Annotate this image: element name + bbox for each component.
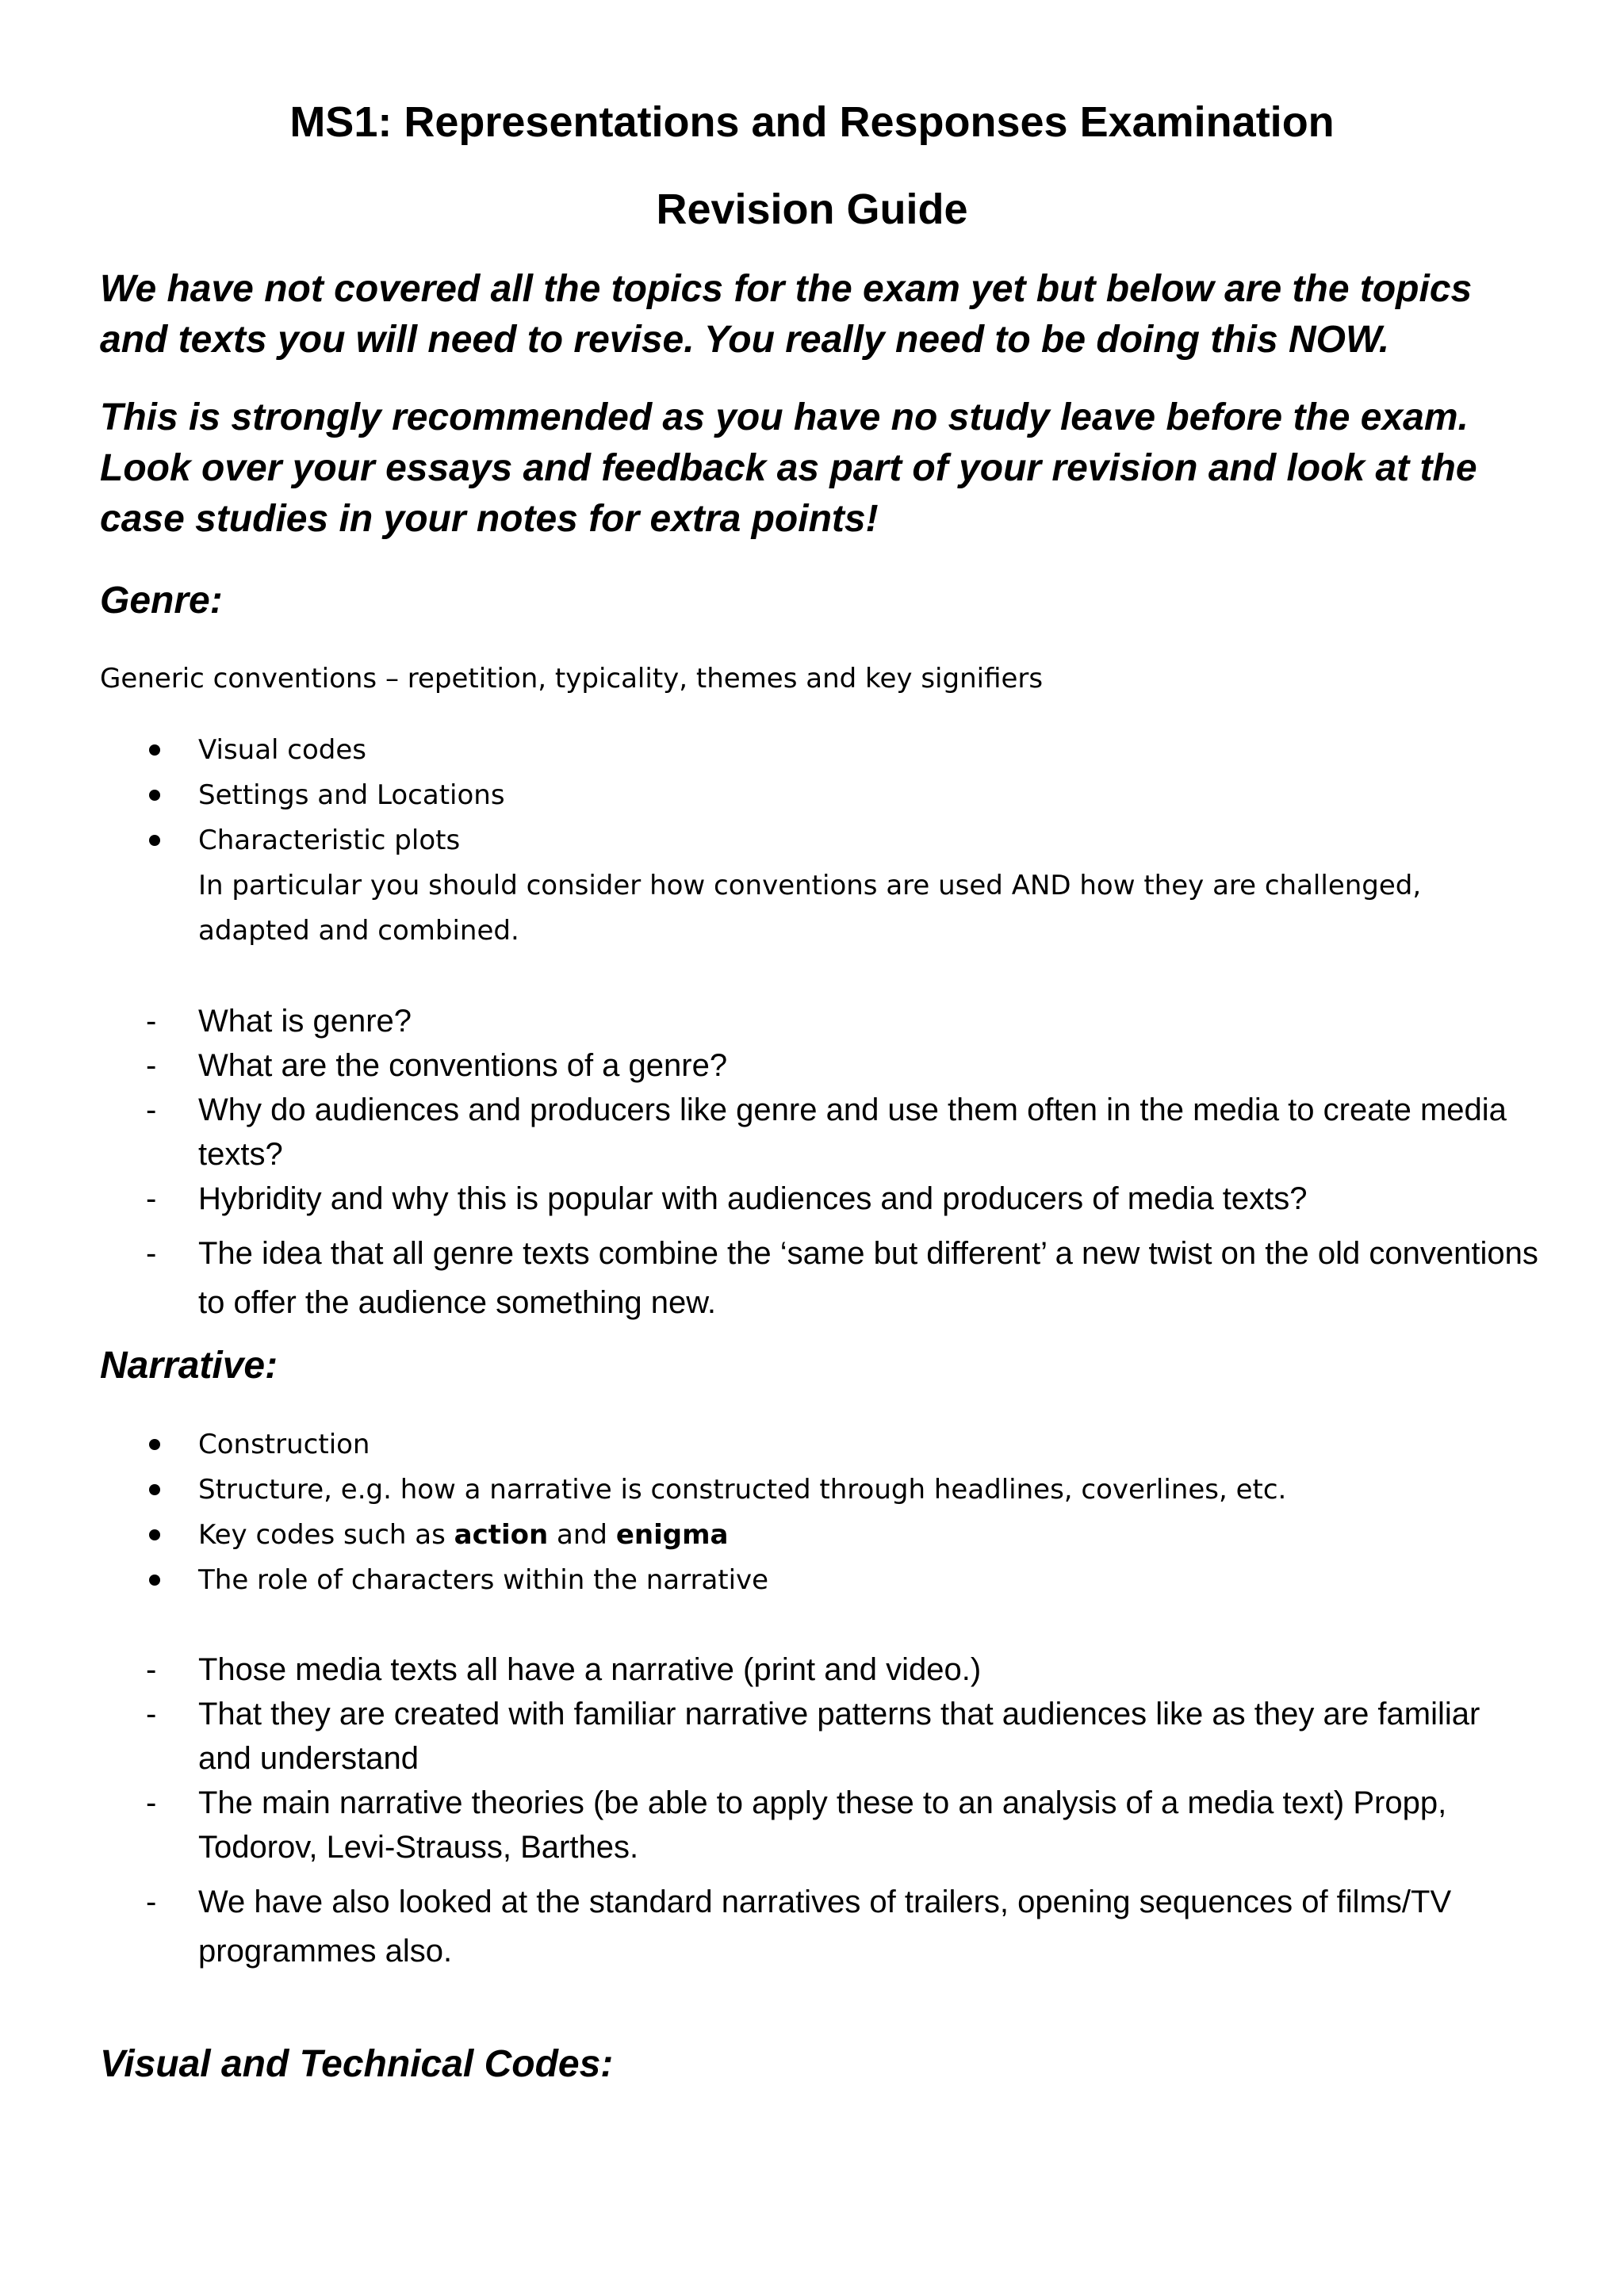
- list-item: - We have also looked at the standard narratives of trailers, opening sequences of films/TV programmes also.: [0, 1877, 1538, 1976]
- list-item: The role of characters within the narrative: [0, 1558, 1538, 1603]
- dash-marker: -: [146, 1093, 157, 1127]
- list-item: Structure, e.g. how a narrative is constructed through headlines, coverlines, etc.: [0, 1468, 1538, 1513]
- list-item: Characteristic plots: [0, 818, 1538, 863]
- bullet-icon: [149, 835, 160, 846]
- list-item: - What are the conventions of a genre?: [0, 1043, 1538, 1088]
- dash-marker: -: [146, 1048, 157, 1083]
- intro-paragraph-1: We have not covered all the topics for the exam yet but below are the topics and texts you will need to revise. You really need to be doing this NOW.: [100, 268, 1473, 361]
- list-item: - Hybridity and why this is popular with audiences and producers of media texts?: [0, 1177, 1538, 1221]
- genre-points-list: [0, 999, 1538, 1327]
- list-item: - What is genre?: [0, 999, 1538, 1043]
- bullet-icon: [149, 790, 160, 801]
- genre-bullet-list: [0, 728, 1538, 863]
- dash-marker: -: [146, 1004, 157, 1039]
- list-item: Key codes such as action and enigma: [0, 1513, 1538, 1558]
- bullet-icon: [149, 744, 160, 756]
- dash-marker: -: [146, 1785, 157, 1820]
- dash-marker: -: [146, 1697, 157, 1732]
- dash-marker: -: [146, 1652, 157, 1687]
- genre-heading: Genre:: [100, 580, 223, 622]
- intro-paragraph-2: This is strongly recommended as you have no study leave before the exam. Look over your essays and feedback as part of your revision and look at the case studies in your notes for extra points!: [100, 396, 1477, 540]
- list-item: - Why do audiences and producers like genre and use them often in the media to create media texts?: [0, 1088, 1538, 1177]
- list-item: Visual codes: [0, 728, 1538, 773]
- keyword-action: action: [454, 1519, 549, 1551]
- list-item: Settings and Locations: [0, 773, 1538, 818]
- bullet-icon: [149, 1484, 160, 1495]
- list-item: - Those media texts all have a narrative (print and video.): [0, 1647, 1538, 1692]
- narrative-bullet-list: [0, 1422, 1538, 1603]
- list-item: - The main narrative theories (be able to apply these to an analysis of a media text) Propp, Todorov, Levi-Strauss, Barthes.: [0, 1781, 1538, 1869]
- dash-marker: -: [146, 1885, 157, 1919]
- bullet-icon: [149, 1439, 160, 1450]
- narrative-points-list: [0, 1647, 1538, 1976]
- dash-marker: -: [146, 1236, 157, 1271]
- page-subtitle: Revision Guide: [656, 186, 968, 233]
- dash-marker: -: [146, 1181, 157, 1216]
- keyword-enigma: enigma: [615, 1519, 729, 1551]
- list-item: Construction: [0, 1422, 1538, 1468]
- bullet-icon: [149, 1529, 160, 1540]
- page-title: MS1: Representations and Responses Examination: [289, 98, 1335, 146]
- list-item: - That they are created with familiar narrative patterns that audiences like as they are familiar and understand: [0, 1692, 1538, 1781]
- visual-technical-codes-heading: Visual and Technical Codes:: [100, 2043, 614, 2085]
- list-item: - The idea that all genre texts combine the ‘same but different’ a new twist on the old conventions to offer the audience something new.: [0, 1229, 1538, 1327]
- narrative-heading: Narrative:: [100, 1345, 278, 1387]
- bullet-icon: [149, 1575, 160, 1586]
- generic-conventions-text: Generic conventions – repetition, typicality, themes and key signifiers: [100, 663, 1044, 695]
- genre-note: In particular you should consider how conventions are used AND how they are challenged, adapted and combined.: [198, 870, 1422, 947]
